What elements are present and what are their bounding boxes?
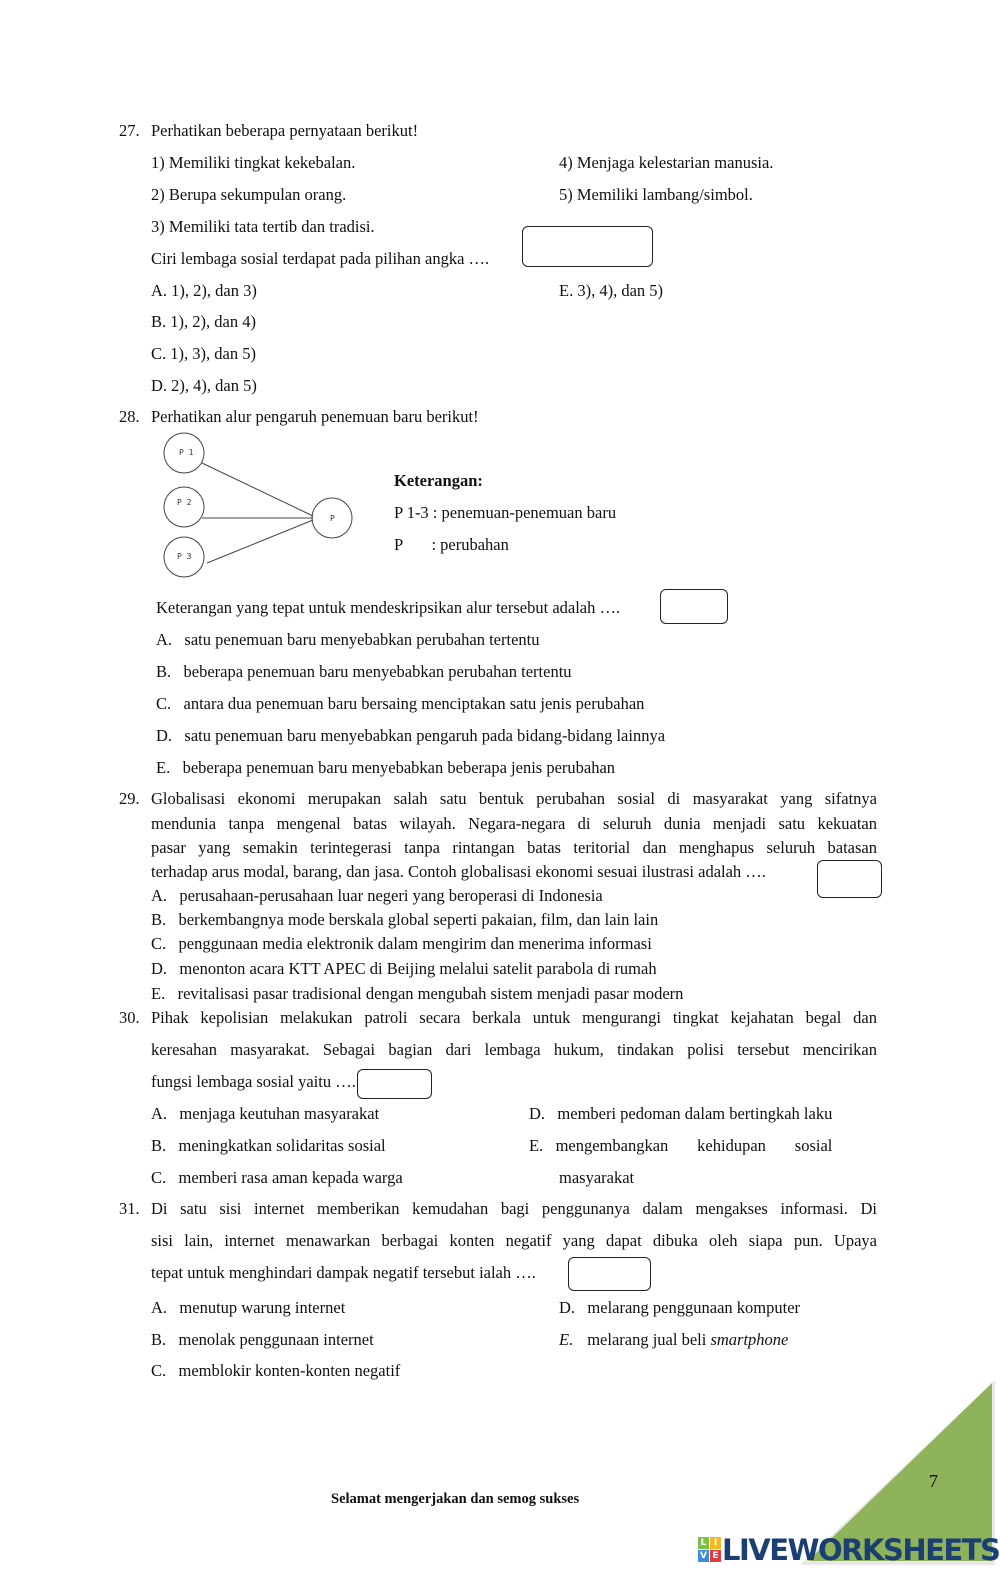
page-number: 7 bbox=[929, 1471, 938, 1491]
q28-option-c: C. antara dua penemuan baru bersaing menciptakan satu jenis perubahan bbox=[156, 694, 645, 713]
liveworksheets-logo-tiles bbox=[698, 1537, 721, 1562]
q29-number: 29. bbox=[119, 789, 140, 808]
q29-option-d: D. menonton acara KTT APEC di Beijing melalui satelit parabola di rumah bbox=[151, 959, 657, 978]
q29-answer-box[interactable] bbox=[817, 860, 882, 898]
q30-option-b: B. meningkatkan solidaritas sosial bbox=[151, 1136, 386, 1155]
q29-option-b: B. berkembangnya mode berskala global seperti pakaian, film, dan lain lain bbox=[151, 910, 659, 929]
q30-text-line: keresahan masyarakat. Sebagai bagian dari lembaga hukum, tindakan polisi tersebut mencirikan bbox=[151, 1040, 877, 1059]
node-label: P 1 bbox=[179, 448, 194, 457]
q27-question: Ciri lembaga sosial terdapat pada pilihan angka …. bbox=[151, 249, 490, 268]
q31-number: 31. bbox=[119, 1199, 140, 1218]
q27-item: 5) Memiliki lambang/simbol. bbox=[559, 185, 753, 204]
q27-item: 1) Memiliki tingkat kekebalan. bbox=[151, 153, 356, 172]
logo-tile: L bbox=[698, 1537, 709, 1549]
q28-answer-box[interactable] bbox=[660, 589, 728, 624]
q30-answer-box[interactable] bbox=[357, 1069, 432, 1099]
q28-option-d: D. satu penemuan baru menyebabkan pengaruh pada bidang-bidang lainnya bbox=[156, 726, 666, 745]
q31-option-e-prefix: E. bbox=[559, 1330, 574, 1349]
q29-text-line: terhadap arus modal, barang, dan jasa. Contoh globalisasi ekonomi sesuai ilustrasi adalah …. bbox=[151, 862, 766, 881]
q31-option-c: C. memblokir konten-konten negatif bbox=[151, 1361, 401, 1380]
q30-option-a: A. menjaga keutuhan masyarakat bbox=[151, 1104, 380, 1123]
q27-item: 3) Memiliki tata tertib dan tradisi. bbox=[151, 217, 375, 236]
q28-option-b: B. beberapa penemuan baru menyebabkan perubahan tertentu bbox=[156, 662, 572, 681]
q27-option-c: C. 1), 3), dan 5) bbox=[151, 344, 256, 363]
logo-tile: I bbox=[710, 1537, 721, 1549]
diagram-edge bbox=[207, 520, 313, 563]
diagram-edge bbox=[202, 463, 313, 516]
q30-option-c: C. memberi rasa aman kepada warga bbox=[151, 1168, 403, 1187]
q27-item: 2) Berupa sekumpulan orang. bbox=[151, 185, 347, 204]
q29-option-e: E. revitalisasi pasar tradisional dengan mengubah sistem menjadi pasar modern bbox=[151, 984, 684, 1003]
flow-diagram bbox=[150, 430, 370, 590]
legend-item: P 1-3 : penemuan-penemuan baru bbox=[394, 503, 617, 522]
node-label: P 3 bbox=[177, 552, 192, 561]
q30-text-line: Pihak kepolisian melakukan patroli secara berkala untuk mengurangi tingkat kejahatan begal dan bbox=[151, 1008, 877, 1027]
liveworksheets-logo: LIVEWORKSHEETS bbox=[722, 1533, 1000, 1567]
q28-stem: Perhatikan alur pengaruh penemuan baru berikut! bbox=[151, 407, 479, 426]
q31-option-a: A. menutup warung internet bbox=[151, 1298, 346, 1317]
q29-text-line: pasar yang semakin terintegerasi tanpa rintangan batas teritorial dan menghapus seluruh batasan bbox=[151, 838, 877, 857]
q27-option-d: D. 2), 4), dan 5) bbox=[151, 376, 257, 395]
q31-option-b: B. menolak penggunaan internet bbox=[151, 1330, 374, 1349]
legend-item: P : perubahan bbox=[394, 535, 509, 554]
footer-text: Selamat mengerjakan dan semog sukses bbox=[331, 1491, 580, 1507]
node-label: P bbox=[330, 514, 335, 523]
q31-option-e-italic: smartphone bbox=[710, 1330, 789, 1349]
q30-number: 30. bbox=[119, 1008, 140, 1027]
q28-question: Keterangan yang tepat untuk mendeskripsikan alur tersebut adalah …. bbox=[156, 598, 621, 617]
q27-number: 27. bbox=[119, 121, 140, 140]
logo-tile: E bbox=[710, 1550, 721, 1562]
q27-stem: Perhatikan beberapa pernyataan berikut! bbox=[151, 121, 419, 140]
node-p2 bbox=[164, 487, 204, 527]
q31-option-e bbox=[559, 1330, 788, 1350]
q29-option-a: A. perusahaan-perusahaan luar negeri yang beroperasi di Indonesia bbox=[151, 886, 603, 905]
q29-text-line: mendunia tanpa mengenal batas wilayah. Negara-negara di seluruh dunia menjadi satu kekuatan bbox=[151, 814, 877, 833]
q31-option-d: D. melarang penggunaan komputer bbox=[559, 1298, 801, 1317]
q27-option-e: E. 3), 4), dan 5) bbox=[559, 281, 664, 300]
q28-option-e: E. beberapa penemuan baru menyebabkan beberapa jenis perubahan bbox=[156, 758, 616, 777]
legend-title: Keterangan: bbox=[394, 471, 483, 490]
q28-option-a: A. satu penemuan baru menyebabkan perubahan tertentu bbox=[156, 630, 540, 649]
q30-option-d: D. memberi pedoman dalam bertingkah laku bbox=[529, 1104, 833, 1123]
q31-text-line: tepat untuk menghindari dampak negatif tersebut ialah …. bbox=[151, 1263, 536, 1282]
q29-option-c: C. penggunaan media elektronik dalam mengirim dan menerima informasi bbox=[151, 934, 652, 953]
node-label: P 2 bbox=[177, 498, 192, 507]
q29-text-line: Globalisasi ekonomi merupakan salah satu bentuk perubahan sosial di masyarakat yang sifatnya bbox=[151, 789, 877, 808]
logo-tile: V bbox=[698, 1550, 709, 1562]
q31-text-line: sisi lain, internet menawarkan berbagai konten negatif yang dapat dibuka oleh siapa pun. Upaya bbox=[151, 1231, 877, 1250]
q27-item: 4) Menjaga kelestarian manusia. bbox=[559, 153, 774, 172]
q27-answer-box[interactable] bbox=[522, 226, 653, 267]
q31-answer-box[interactable] bbox=[568, 1257, 651, 1291]
q28-number: 28. bbox=[119, 407, 140, 426]
q30-option-e-cont: masyarakat bbox=[559, 1168, 635, 1187]
q31-text-line: Di satu sisi internet memberikan kemudahan bagi penggunanya dalam mengakses informasi. Di bbox=[151, 1199, 877, 1218]
q27-option-b: B. 1), 2), dan 4) bbox=[151, 312, 256, 331]
q30-text-line: fungsi lembaga sosial yaitu …. bbox=[151, 1072, 356, 1091]
q31-option-e-text: melarang jual beli bbox=[587, 1330, 711, 1349]
q27-option-a: A. 1), 2), dan 3) bbox=[151, 281, 257, 300]
q30-option-e: E. mengembangkan kehidupan sosial bbox=[529, 1136, 833, 1155]
